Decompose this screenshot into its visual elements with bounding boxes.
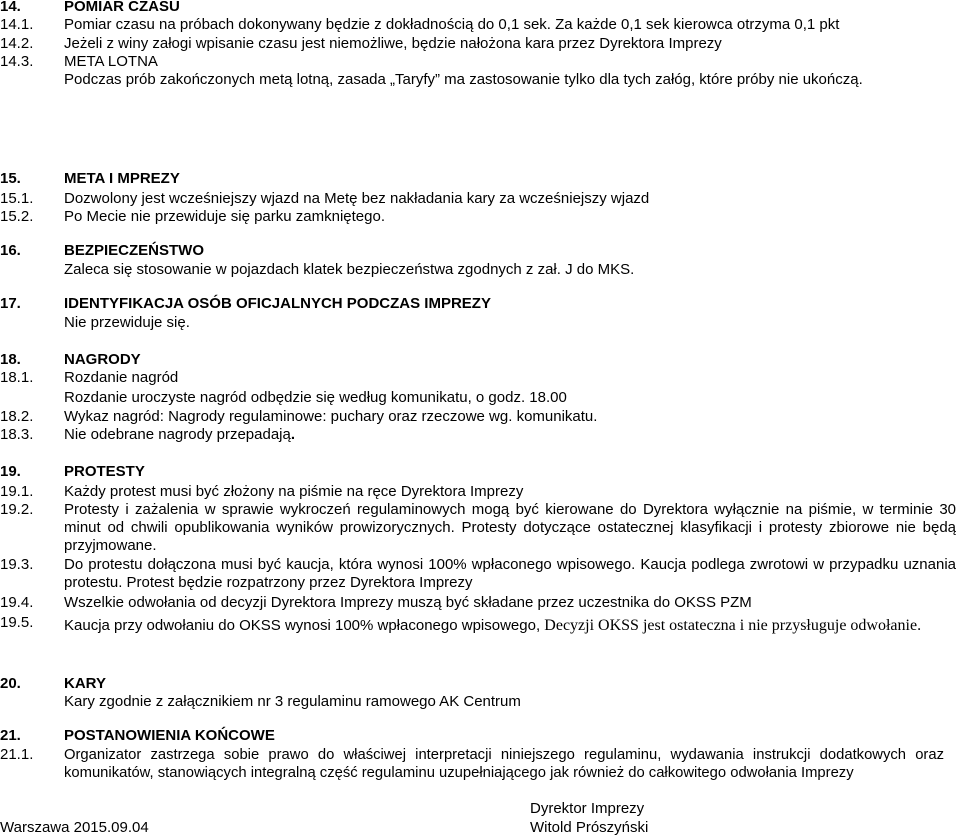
section-20-title: KARY: [64, 675, 106, 692]
item-14-2-text: Jeżeli z winy załogi wpisanie czasu jest niemożliwe, będzie nałożona kara przez Dyrektora Imprezy: [64, 35, 722, 52]
section-19-title: PROTESTY: [64, 463, 145, 480]
section-16-number: 16.: [0, 242, 21, 259]
item-19-5-body: [64, 614, 956, 638]
item-18-3-text: Nie odebrane nagrody przepadają: [64, 426, 291, 443]
item-14-3-title: META LOTNA: [64, 53, 158, 70]
item-19-5-text: Kaucja przy odwołaniu do OKSS wynosi 100% wpłaconego wpisowego,: [64, 617, 545, 634]
section-20-number: 20.: [0, 675, 21, 692]
item-19-5-text-serif: Decyzji OKSS jest ostateczna i nie przysługuje odwołanie.: [544, 617, 922, 634]
item-19-2-number: 19.2.: [0, 501, 34, 518]
item-18-3-line: [64, 426, 295, 444]
item-18-3-number: 18.3.: [0, 426, 34, 443]
item-15-1-text: Dozwolony jest wcześniejszy wjazd na Metę bez nakładania kary za wcześniejszy wjazd: [64, 190, 650, 207]
section-17-title: IDENTYFIKACJA OSÓB OFICJALNYCH PODCZAS IMPREZY: [64, 295, 491, 312]
section-17-number: 17.: [0, 295, 21, 312]
signer-name: Witold Prószyński: [530, 819, 649, 836]
item-19-1-text: Każdy protest musi być złożony na piśmie na ręce Dyrektora Imprezy: [64, 483, 524, 500]
item-21-1-text: Organizator zastrzega sobie prawo do właściwej interpretacji niniejszego regulaminu, wydawania instrukcji dodatkowych oraz komunikatów, stanowiących integralną część regulaminu uzupełniającego jak również do całkowitego odwołania Imprezy: [64, 747, 944, 781]
item-14-3-number: 14.3.: [0, 53, 34, 70]
item-14-2-number: 14.2.: [0, 35, 34, 52]
item-14-1-text: Pomiar czasu na próbach dokonywany będzie z dokładnością do 0,1 sek. Za każde 0,1 sek kierowca otrzyma 0,1 pkt: [64, 16, 840, 33]
item-18-3-text-end: .: [290, 426, 296, 443]
signer-title: Dyrektor Imprezy: [530, 800, 645, 817]
item-18-2-number: 18.2.: [0, 408, 34, 425]
section-18-number: 18.: [0, 351, 21, 368]
item-19-5-number: 19.5.: [0, 614, 34, 631]
item-15-1-number: 15.1.: [0, 190, 34, 207]
item-19-4-number: 19.4.: [0, 594, 34, 611]
item-19-3-text: Do protestu dołączona musi być kaucja, która wynosi 100% wpłaconego wpisowego. Kaucja podlega zwrotowi w przypadku uznania protestu. Protest będzie rozpatrzony przez Dyrektora Imprezy: [64, 556, 956, 591]
item-15-2-text: Po Mecie nie przewiduje się parku zamkniętego.: [64, 208, 385, 225]
item-18-2-text: Wykaz nagród: Nagrody regulaminowe: puchary oraz rzeczowe wg. komunikatu.: [64, 408, 598, 425]
section-16-title: BEZPIECZEŃSTWO: [64, 242, 205, 259]
section-21-title: POSTANOWIENIA KOŃCOWE: [64, 727, 275, 744]
item-18-1-sub: Rozdanie uroczyste nagród odbędzie się według komunikatu, o godz. 18.00: [64, 389, 567, 406]
item-19-3-number: 19.3.: [0, 556, 34, 573]
section-16-text: Zaleca się stosowanie w pojazdach klatek bezpieczeństwa zgodnych z zał. J do MKS.: [64, 261, 635, 278]
item-18-1-number: 18.1.: [0, 369, 34, 386]
section-14-title: POMIAR CZASU: [64, 0, 180, 15]
section-14-number: 14.: [0, 0, 21, 15]
item-18-1-text: Rozdanie nagród: [64, 369, 179, 386]
item-19-2-text: Protesty i zażalenia w sprawie wykroczeń regulaminowych mogą być kierowane do Dyrektora wyłącznie na piśmie, w terminie 30 minut od chwili opublikowania wyników prowizorycznych. Protesty dotyczące ostatecznej klasyfikacji i protesty zbiorowe nie będą przyjmowane.: [64, 501, 956, 554]
section-18-title: NAGRODY: [64, 351, 141, 368]
item-21-1-number: 21.1.: [0, 746, 34, 763]
item-15-2-number: 15.2.: [0, 208, 34, 225]
section-17-text: Nie przewiduje się.: [64, 314, 190, 331]
item-19-4-text: Wszelkie odwołania od decyzji Dyrektora Imprezy muszą być składane przez uczestnika do OKSS PZM: [64, 594, 752, 611]
section-15-number: 15.: [0, 170, 21, 187]
section-15-title: META I MPREZY: [64, 170, 180, 187]
place-date: Warszawa 2015.09.04: [0, 819, 149, 836]
item-14-1-number: 14.1.: [0, 16, 34, 33]
section-21-number: 21.: [0, 727, 21, 744]
section-20-text: Kary zgodnie z załącznikiem nr 3 regulaminu ramowego AK Centrum: [64, 693, 521, 710]
section-19-number: 19.: [0, 463, 21, 480]
item-19-1-number: 19.1.: [0, 483, 34, 500]
item-14-3-text: Podczas prób zakończonych metą lotną, zasada „Taryfy” ma zastosowanie tylko dla tych załóg, które próby nie ukończą.: [64, 71, 863, 88]
